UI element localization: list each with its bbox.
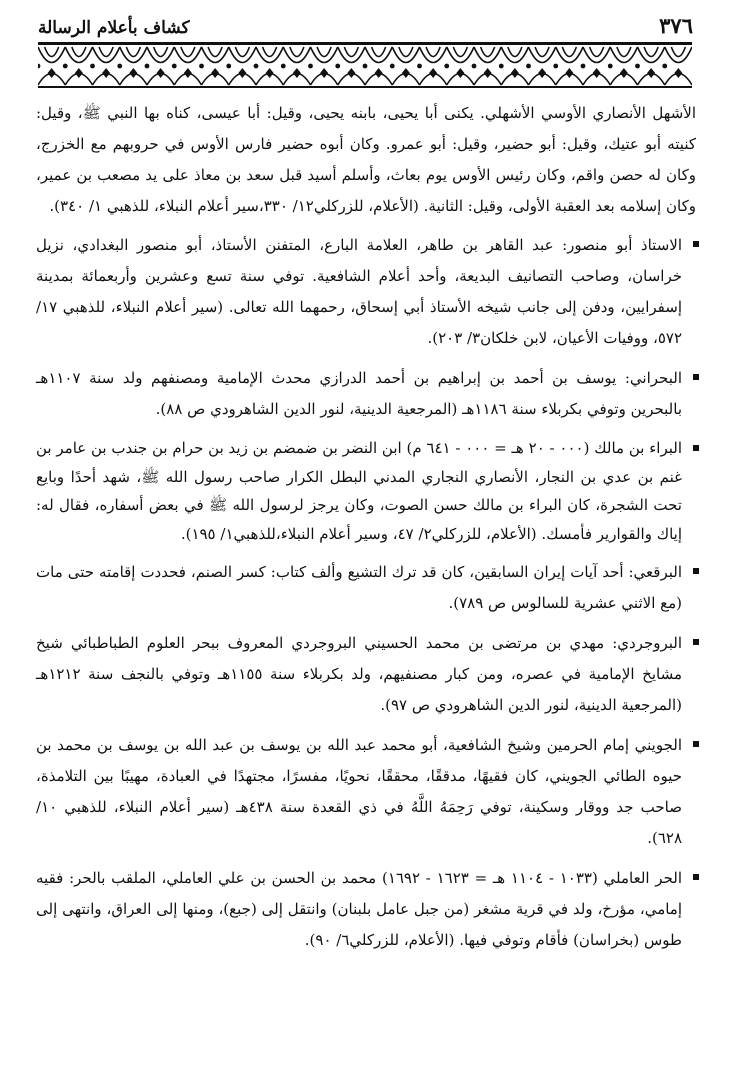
- list-item: [36, 230, 696, 354]
- decorative-ornament-border: [38, 42, 692, 90]
- entry-text: الجويني إمام الحرمين وشيخ الشافعية، أبو محمد عبد الله بن يوسف بن عبد الله بن يوسف بن محمد بن حيوه الطائي الجويني، كان فقيهًا، مدققًا، محققًا، نحويًا، مفسرًا، مجتهدًا في العبادة، مهيبًا بين التلامذة، صاحب جد ووقار وسكينة، توفي رَحِمَهُ اللَّهُ في ذي القعدة سنة ٤٣٨هـ (سير أعلام النبلاء، للذهبي ١٠/ ٦٢٨).: [36, 736, 682, 847]
- list-item: [36, 628, 696, 721]
- bullet-icon: [693, 568, 699, 574]
- list-item: [36, 434, 696, 548]
- entry-text: البحراني: يوسف بن أحمد بن إبراهيم بن أحمد الدرازي محدث الإمامية ومصنفهم ولد سنة ١١٠٧هـ بالبحرين وتوفي بكربلاء سنة ١١٨٦هـ (المرجعية الدينية، لنور الدين الشاهرودي ص ٨٨).: [36, 369, 682, 418]
- list-item: [36, 557, 696, 619]
- entry-text: البرقعي: أحد آيات إيران السابقين، كان قد ترك التشيع وألف كتاب: كسر الصنم، فحددت إقامته حتى مات (مع الاثني عشرية للسالوس ص ٧٨٩).: [36, 563, 682, 612]
- entry-text: الحر العاملي (١٠٣٣ - ١١٠٤ هـ = ١٦٢٣ - ١٦٩٢) محمد بن الحسن بن علي العاملي، الملقب بالحر: فقيه إمامي، مؤرخ، ولد في قرية مشغر (من جبل عامل بلبنان) وانتقل إلى (جبع)، ومنها إلى العراق، وانتهى إلى طوس (بخراسان) فأقام وتوفي فيها. (الأعلام، للزركلي٦/ ٩٠).: [36, 869, 683, 949]
- list-item: [36, 730, 696, 854]
- entries-list: [36, 98, 696, 965]
- book-title: كشاف بأعلام الرسالة: [38, 18, 190, 38]
- list-item: [36, 363, 696, 425]
- entry-text: البروجردي: مهدي بن مرتضى بن محمد الحسيني البروجردي المعروف ببحر العلوم الطباطبائي شيخ مشايخ الإمامية في عصره، ومن كبار مصنفيهم، ولد بكربلاء سنة ١١٥٥هـ وتوفي بالنجف سنة ١٢١٢هـ (المرجعية الدينية، لنور الدين الشاهرودي ص ٩٧).: [36, 634, 682, 714]
- bullet-icon: [693, 374, 699, 380]
- bullet-icon: [693, 445, 699, 451]
- bullet-icon: [693, 639, 699, 645]
- bullet-icon: [693, 874, 699, 880]
- entry-text: الاستاذ أبو منصور: عبد القاهر بن طاهر، العلامة البارع، المتفنن الأستاذ، أبو منصور البغدادي، نزيل خراسان، وصاحب التصانيف البديعة، وأحد أعلام الشافعية. توفي سنة تسع وعشرين وأربعمائة بمدينة إسفرايين، ودفن إلى جانب شيخه الأستاذ أبي إسحاق، رحمهما الله تعالى. (سير أعلام النبلاء، للذهبي ١٧/ ٥٧٢، ووفيات الأعيان، لابن خلكان٣/ ٢٠٣).: [36, 236, 683, 347]
- continued-entry: الأشهل الأنصاري الأوسي الأشهلي. يكنى أبا يحيى، بابنه يحيى، وقيل: أبا عيسى، كناه بها النبي ﷺ، وقيل: كنيته أبو عتيك، وقيل: أبو حضير، وقيل: أبو عمرو. وكان أبوه حضير فارس الأوس في حروبهم مع الخزرج، وكان له حصن واقم، وكان رئيس الأوس يوم بعاث، وأسلم أسيد قبل سعد بن معاذ على يد مصعب بن عمير، وكان إسلامه بعد العقبة الأولى، وقيل: الثانية. (الأعلام، للزركلي١٢/ ٣٣٠،سير أعلام النبلاء، للذهبي ١/ ٣٤٠).: [36, 104, 696, 215]
- bullet-icon: [693, 741, 699, 747]
- entry-text: البراء بن مالك (٠٠٠ - ٢٠ هـ = ٠٠٠ - ٦٤١ م) ابن النضر بن ضمضم بن زيد بن حرام بن جندب بن عامر بن غنم بن عدي بن النجار، الأنصاري النجاري المدني البطل الكرار صاحب رسول الله ﷺ، شهد أحدًا وبايع تحت الشجرة، كان البراء بن مالك حسن الصوت، وكان يرجز لرسول الله ﷺ في بعض أسفاره، فقال له: إياك والقوارير فأمسك. (الأعلام، للزركلي٢/ ٤٧، وسير أعلام النبلاء،للذهبي١/ ١٩٥).: [36, 439, 682, 543]
- bullet-icon: [693, 241, 699, 247]
- page-header: [38, 8, 693, 38]
- list-item: [36, 863, 696, 956]
- page-number: ٣٧٦: [659, 13, 693, 38]
